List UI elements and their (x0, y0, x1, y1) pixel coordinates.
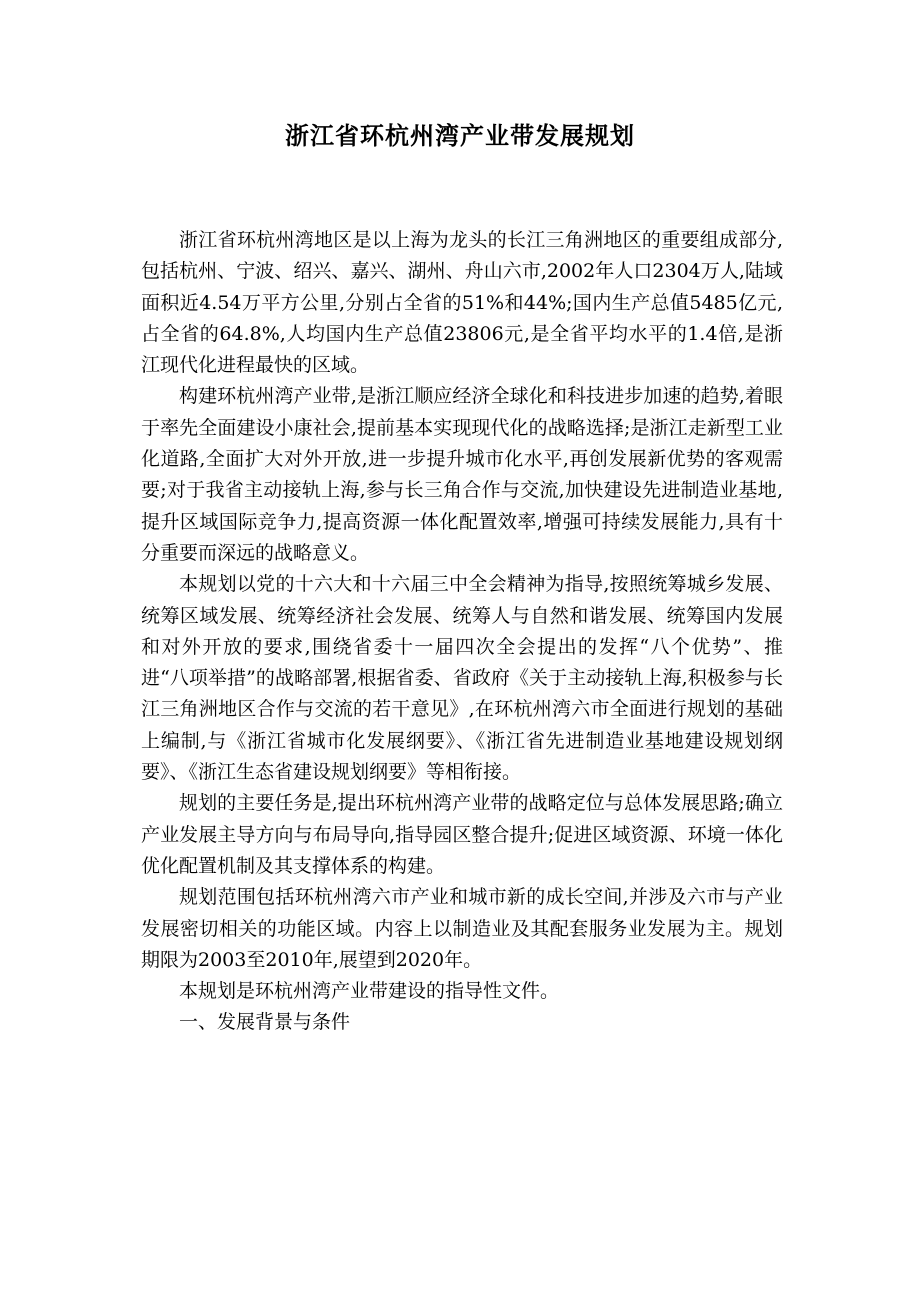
paragraph-scope: 规划范围包括环杭州湾六市产业和城市新的成长空间,并涉及六市与产业发展密切相关的功能区域。内容上以制造业及其配套服务业发展为主。规划期限为2003至2010年,展望到2020年。 (141, 886, 783, 971)
paragraph-overview: 浙江省环杭州湾地区是以上海为龙头的长江三角洲地区的重要组成部分,包括杭州、宁波、绍兴、嘉兴、湖州、舟山六市,2002年人口2304万人,陆域面积近4.54万平方公里,分别占全省的51%和44%;国内生产总值5485亿元,占全省的64.8%,人均国内生产总值23806元,是全省平均水平的1.4倍,是浙江现代化进程最快的区域。 (141, 229, 783, 377)
section-heading: 一、发展背景与条件 (179, 1011, 351, 1034)
document-body (141, 225, 783, 1039)
paragraph-main-tasks: 规划的主要任务是,提出环杭州湾产业带的战略定位与总体发展思路;确立产业发展主导方向与布局导向,指导园区整合提升;促进区域资源、环境一体化优化配置机制及其支撑体系的构建。 (141, 792, 783, 877)
paragraph-guiding-principles: 本规划以党的十六大和十六届三中全会精神为指导,按照统筹城乡发展、统筹区域发展、统筹经济社会发展、统筹人与自然和谐发展、统筹国内发展和对外开放的要求,围绕省委十一届四次全会提出的发挥“八个优势”、推进“八项举措”的战略部署,根据省委、省政府《关于主动接轨上海,积极参与长江三角洲地区合作与交流的若干意见》,在环杭州湾六市全面进行规划的基础上编制,与《浙江省城市化发展纲要》、《浙江省先进制造业基地建设规划纲要》、《浙江生态省建设规划纲要》等相衔接。 (141, 573, 783, 784)
document-title: 浙江省环杭州湾产业带发展规划 (285, 122, 635, 150)
paragraph-nature: 本规划是环杭州湾产业带建设的指导性文件。 (179, 980, 560, 1003)
paragraph-significance: 构建环杭州湾产业带,是浙江顺应经济全球化和科技进步加速的趋势,着眼于率先全面建设小康社会,提前基本实现现代化的战略选择;是浙江走新型工业化道路,全面扩大对外开放,进一步提升城市化水平,再创发展新优势的客观需要;对于我省主动接轨上海,参与长三角合作与交流,加快建设先进制造业基地,提升区域国际竞争力,提高资源一体化配置效率,增强可持续发展能力,具有十分重要而深远的战略意义。 (141, 385, 783, 564)
